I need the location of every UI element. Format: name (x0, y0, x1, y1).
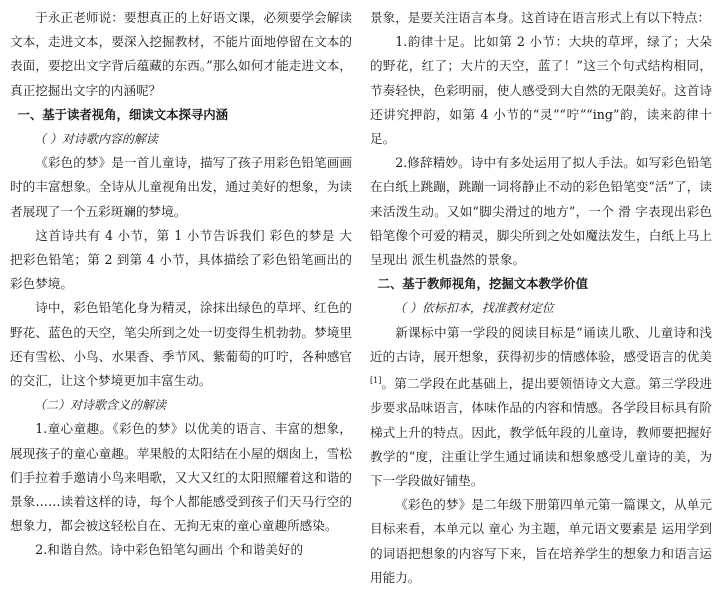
intro-paragraph: 于永正老师说：要想真正的上好语文课，必须要学会解读文本，走进文本，要深入挖掘教材，不能片面地停留在文本的表面，要挖出文字背后蕴藏的东西。”那么如何才能走进文本，真正挖掘出文字的内涵呢？ (10, 10, 352, 98)
paragraph: 《彩色的梦》是一首儿童诗，描写了孩子用彩色铅笔画画时的丰富想象。全诗从儿童视角出发，通过美好的想象，为读者展现了一个五彩斑斓的梦境。 (10, 155, 352, 219)
paragraph: 1.韵律十足。比如第 2 小节：大块的草坪，绿了；大朵的野花，红了；大片的天空，蓝了！”这三个句式结构相同，节奏轻快，色彩明丽，使人感受到大自然的无限美好。这首诗还讲究押韵，如第 4 小节的“灵”“咛”“ing”韵，读来韵律十足。 (370, 34, 712, 147)
subheading-meaning-reading: （二）对诗歌含义的解读 (34, 398, 167, 413)
paragraph: 这首诗共有 4 小节，第 1 小节告诉我们 彩色的梦是 大把彩色铅笔；第 2 到第 4 小节，具体描绘了彩色铅笔画出的彩色梦境。 (10, 227, 352, 292)
paragraph: 1.童心童趣。《彩色的梦》以优美的语言、丰富的想象，展现孩子的童心童趣。苹果般的太阳结在小屋的烟囱上，雪松们手拉着手邀请小鸟来唱歌，又大又红的太阳照耀着这和谐的景象……读着这样的诗，每个人都能感受到孩子们天马行空的想象力，都会被这轻松自在、无拘无束的童心童趣所感染。 (10, 421, 352, 534)
paragraph: 《彩色的梦》是二年级下册第四单元第一篇课文，从单元目标来看，本单元以 童心 为主题，单元语文要素是 运用学到的词语把想象的内容写下来，旨在培养学生的想象力和语言运用能力。 (370, 497, 712, 585)
subheading-content-reading: （ ）对诗歌内容的解读 (34, 132, 158, 147)
section-heading-2: 二、基于教师视角，挖掘文本教学价值 (377, 276, 589, 292)
paragraph: 诗中，彩色铅笔化身为精灵，涂抹出绿色的草坪、红色的野花、蓝色的天空，笔尖所到之处一切变得生机勃勃。梦境里还有雪松、小鸟、水果香、季节风、紫葡萄的叮咛，各种感官的交汇，让这个梦境更加丰富生动。 (10, 300, 352, 389)
subheading-curriculum: （ ）依标扣本，找准教材定位 (394, 301, 554, 316)
paragraph-with-citation (370, 321, 712, 494)
paragraph: 2.和谐自然。诗中彩色铅笔勾画出 个和谐美好的 (35, 542, 304, 558)
section-heading-1: 一、基于读者视角，细读文本探寻内涵 (17, 106, 229, 122)
continued-paragraph: 景象，是要关注语言本身。这首诗在语言形式上有以下特点： (370, 10, 711, 25)
citation-reference: [1] (370, 376, 382, 386)
paragraph: 2.修辞精妙。诗中有多处运用了拟人手法。如写彩色铅笔 在白纸上跳蹦，跳蹦一词将静止不动的彩色铅笔变“活”了，读来活泼生动。又如“脚尖滑过的地方”，一个 滑 字表现出彩色铅笔像个可爱的精灵，脚尖所到之处如魔法发生，白纸上马上呈现出 派生机盎然的景象。 (370, 155, 712, 268)
left-column (10, 6, 352, 563)
right-column (370, 6, 712, 590)
paragraph-text: 新课标中第一学段的阅读目标是“诵读儿歌、儿童诗和浅近的古诗，展开想象，获得初步的情感体验，感受语言的优美 (370, 324, 712, 364)
paragraph-text-continued: 。第二学段在此基础上，提出要领悟诗文大意。第三学段进 步要求品味语言，体味作品的内容和情感。各学段目标具有阶梯式上升的特点。因此，教学低年段的儿童诗，教师要把握好教学的“度，注重让学生通过诵读和想象感受儿童诗的美，为下一学段做好铺垫。 (370, 376, 712, 489)
